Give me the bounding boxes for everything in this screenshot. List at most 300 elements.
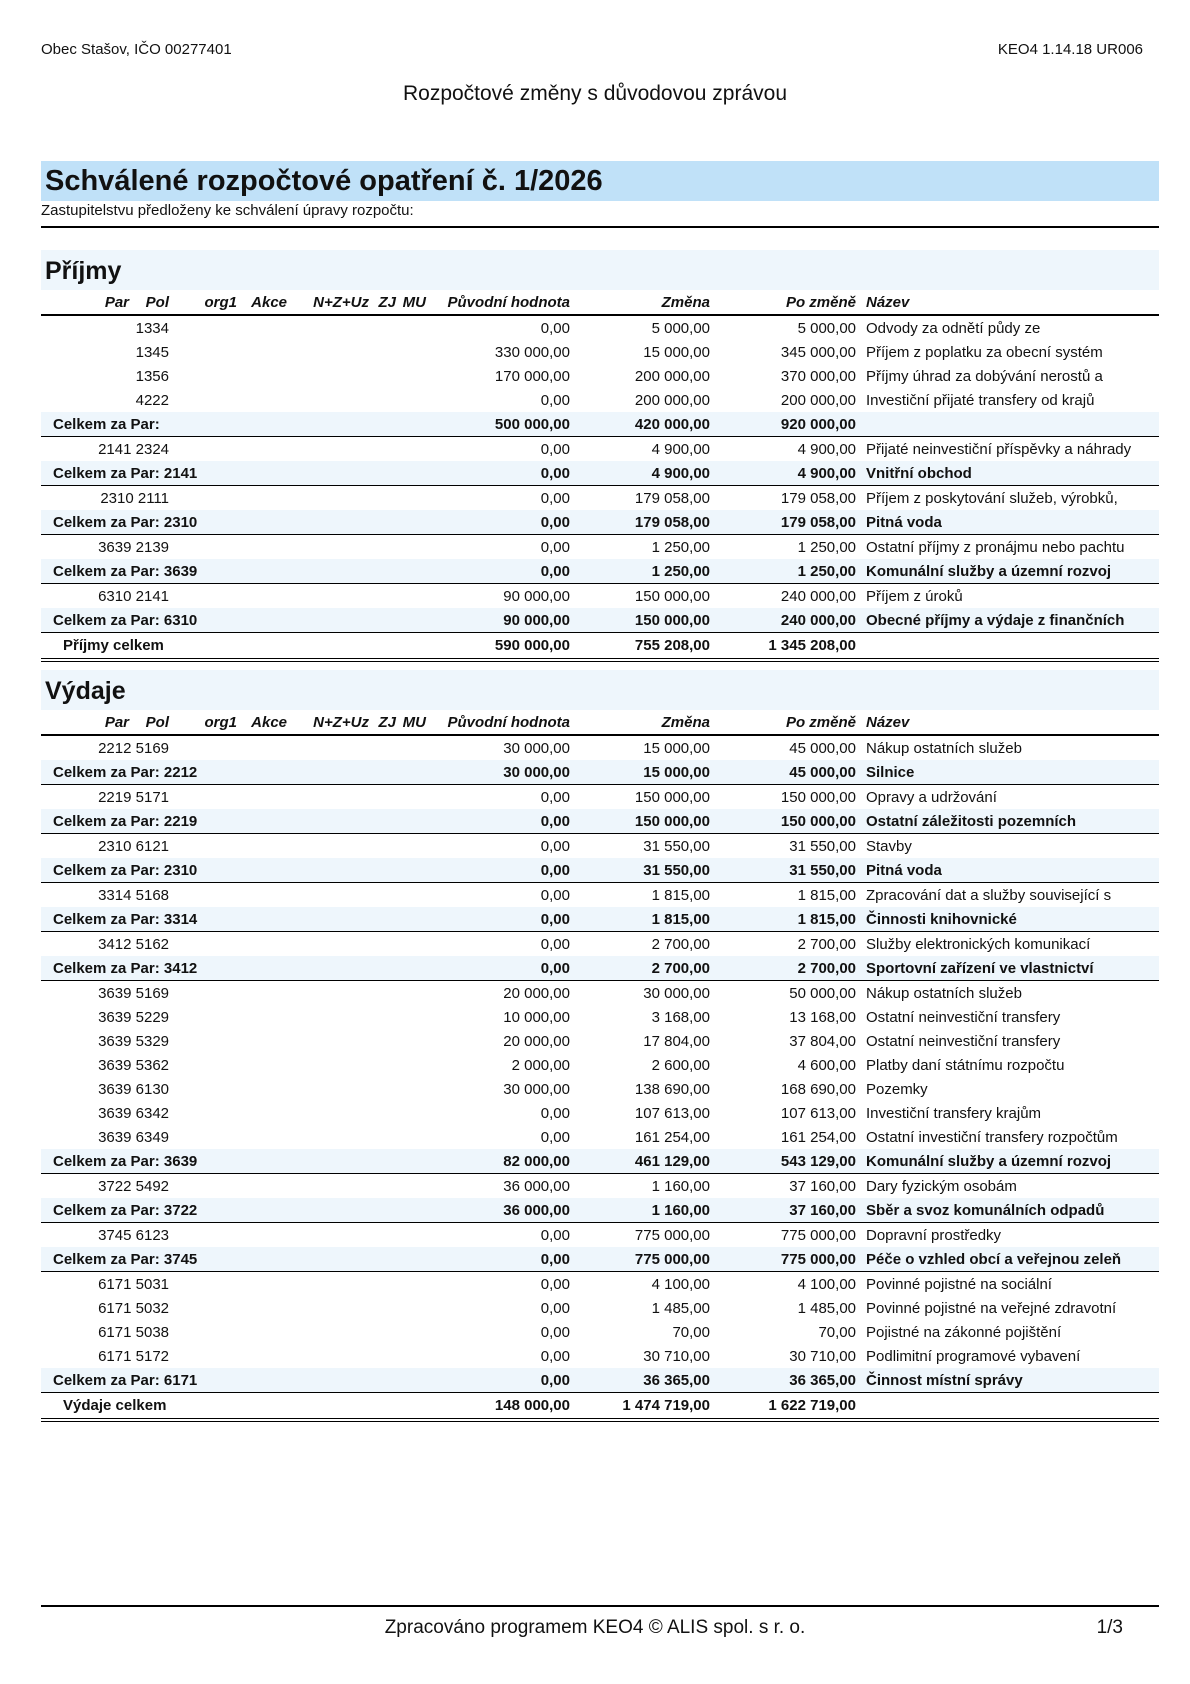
row-code: 6171 5172 (98, 1347, 169, 1365)
subtotal-label: Celkem za Par: 2141 (41, 461, 426, 486)
row-name (856, 412, 1159, 437)
table-row (41, 486, 1159, 511)
row-change: 1 250,00 (570, 559, 710, 584)
subtotal-label: Celkem za Par: 6310 (41, 608, 426, 633)
row-change: 2 700,00 (570, 956, 710, 981)
row-name: Pitná voda (856, 510, 1159, 535)
row-after: 775 000,00 (780, 1226, 856, 1244)
row-change: 179 058,00 (634, 489, 710, 507)
row-original: 0,00 (540, 1226, 570, 1244)
row-name: Podlimitní programové vybavení (866, 1347, 1081, 1365)
row-name: Dary fyzickým osobám (866, 1177, 1017, 1195)
row-code: 6171 5032 (98, 1299, 169, 1317)
row-change: 420 000,00 (570, 412, 710, 437)
row-code: 1334 (135, 319, 169, 337)
row-spacer (169, 437, 426, 462)
row-code: 2141 2324 (98, 440, 169, 458)
col-change: Změna (570, 290, 710, 315)
row-name: Ostatní investiční transfery rozpočtům (866, 1128, 1118, 1146)
subtotal-label: Celkem za Par: 3722 (41, 1198, 426, 1223)
row-original: 0,00 (540, 886, 570, 904)
row-after: 107 613,00 (780, 1104, 856, 1122)
table-row (41, 932, 1159, 957)
row-after: 37 804,00 (789, 1032, 856, 1050)
row-code: 4222 (135, 391, 169, 409)
subtotal-row (41, 760, 1159, 785)
row-code: 1345 (135, 343, 169, 361)
row-change: 31 550,00 (570, 858, 710, 883)
row-original: 0,00 (540, 1104, 570, 1122)
row-spacer (169, 834, 426, 859)
row-name: Ostatní záležitosti pozemních (856, 809, 1159, 834)
row-after: 37 160,00 (789, 1177, 856, 1195)
table-row (41, 364, 1159, 388)
row-change: 15 000,00 (643, 739, 710, 757)
col-nzuz: N+Z+Uz (287, 710, 369, 735)
subtotal-label: Celkem za Par: 2219 (41, 809, 426, 834)
row-name: Příjem z úroků (866, 587, 963, 605)
row-code: 6310 2141 (98, 587, 169, 605)
row-after: 13 168,00 (789, 1008, 856, 1026)
row-code: 3639 5229 (98, 1008, 169, 1026)
subtotal-label: Celkem za Par: (41, 412, 426, 437)
row-change: 107 613,00 (634, 1104, 710, 1122)
row-name: Nákup ostatních služeb (866, 739, 1022, 757)
row-change: 15 000,00 (643, 343, 710, 361)
row-change: 1 815,00 (651, 886, 710, 904)
row-name: Dopravní prostředky (866, 1226, 1002, 1244)
row-name: Příjmy úhrad za dobývání nerostů a (866, 367, 1103, 385)
row-spacer (169, 1223, 426, 1248)
row-change: 3 168,00 (651, 1008, 710, 1026)
row-code: 3412 5162 (98, 935, 169, 953)
expenses-section (41, 670, 1159, 1422)
row-original: 0,00 (540, 489, 570, 507)
income-section (41, 250, 1159, 662)
table-row (41, 1125, 1159, 1149)
row-after: 50 000,00 (789, 984, 856, 1002)
row-original: 20 000,00 (503, 1032, 570, 1050)
subtotal-row (41, 1149, 1159, 1174)
row-code: 3639 2139 (98, 538, 169, 556)
row-change: 1 160,00 (651, 1177, 710, 1195)
row-original: 0,00 (426, 461, 570, 486)
row-after: 1 250,00 (797, 538, 856, 556)
row-original: 2 000,00 (511, 1056, 570, 1074)
row-spacer (169, 1320, 426, 1344)
row-after: 1 250,00 (710, 559, 856, 584)
row-spacer (169, 584, 426, 609)
row-name: Pozemky (866, 1080, 928, 1098)
row-code: 2219 5171 (98, 788, 169, 806)
municipality-label: Obec Stašov, IČO 00277401 (41, 41, 232, 58)
row-original: 0,00 (426, 907, 570, 932)
subtotal-row (41, 1198, 1159, 1223)
col-mu: MU (396, 710, 426, 735)
row-change: 775 000,00 (634, 1226, 710, 1244)
row-change: 200 000,00 (634, 367, 710, 385)
row-after: 45 000,00 (710, 760, 856, 785)
row-after: 920 000,00 (710, 412, 856, 437)
row-original: 82 000,00 (426, 1149, 570, 1174)
row-spacer (169, 1125, 426, 1149)
row-spacer (169, 1174, 426, 1199)
row-change: 36 365,00 (570, 1368, 710, 1393)
row-name: Odvody za odnětí půdy ze (866, 319, 1041, 337)
row-spacer (169, 1101, 426, 1125)
row-original: 590 000,00 (426, 633, 570, 661)
table-row (41, 437, 1159, 462)
row-original: 0,00 (540, 935, 570, 953)
row-name: Ostatní neinvestiční transfery (866, 1032, 1061, 1050)
row-change: 1 474 719,00 (570, 1393, 710, 1421)
subtotal-label: Celkem za Par: 3639 (41, 559, 426, 584)
table-row (41, 1029, 1159, 1053)
row-after: 200 000,00 (780, 391, 856, 409)
row-after: 1 815,00 (710, 907, 856, 932)
row-original: 90 000,00 (426, 608, 570, 633)
version-label: KEO4 1.14.18 UR006 (997, 41, 1143, 58)
row-change: 161 254,00 (634, 1128, 710, 1146)
row-after: 240 000,00 (780, 587, 856, 605)
total-row (41, 1393, 1159, 1421)
row-original: 36 000,00 (503, 1177, 570, 1195)
subtotal-row (41, 1368, 1159, 1393)
row-name: Pojistné na zákonné pojištění (866, 1323, 1062, 1341)
col-par: Par (41, 290, 129, 315)
row-original: 0,00 (540, 1323, 570, 1341)
row-code: 3639 6349 (98, 1128, 169, 1146)
row-after: 345 000,00 (780, 343, 856, 361)
row-spacer (169, 1077, 426, 1101)
subtotal-label: Celkem za Par: 3412 (41, 956, 426, 981)
measure-title: Schválené rozpočtové opatření č. 1/2026 (41, 161, 1159, 201)
row-original: 330 000,00 (494, 343, 570, 361)
table-row (41, 883, 1159, 908)
row-after: 45 000,00 (789, 739, 856, 757)
col-change: Změna (570, 710, 710, 735)
row-change: 1 160,00 (570, 1198, 710, 1223)
row-original: 0,00 (540, 1275, 570, 1293)
row-name: Příjem z poskytování služeb, výrobků, (866, 489, 1118, 507)
row-change: 1 485,00 (651, 1299, 710, 1317)
row-after: 150 000,00 (710, 809, 856, 834)
col-org1: org1 (169, 290, 237, 315)
row-original: 0,00 (426, 1368, 570, 1393)
table-row (41, 1053, 1159, 1077)
row-spacer (169, 340, 426, 364)
subtotal-label: Celkem za Par: 2212 (41, 760, 426, 785)
table-row (41, 1101, 1159, 1125)
document-title: Rozpočtové změny s důvodovou zprávou (402, 82, 788, 105)
income-table (41, 290, 1159, 662)
row-change: 30 710,00 (643, 1347, 710, 1365)
row-name: Investiční transfery krajům (866, 1104, 1042, 1122)
expenses-rows (41, 735, 1159, 1420)
row-name: Silnice (856, 760, 1159, 785)
col-name: Název (856, 290, 1159, 315)
row-change: 775 000,00 (570, 1247, 710, 1272)
row-original: 0,00 (426, 559, 570, 584)
row-code: 3639 5169 (98, 984, 169, 1002)
col-pol: Pol (129, 290, 169, 315)
row-original: 30 000,00 (426, 760, 570, 785)
col-after: Po změně (710, 290, 856, 315)
subtotal-label: Celkem za Par: 2310 (41, 858, 426, 883)
row-after: 70,00 (818, 1323, 856, 1341)
row-name: Investiční přijaté transfery od krajů (866, 391, 1095, 409)
row-original: 170 000,00 (494, 367, 570, 385)
total-row (41, 633, 1159, 661)
row-change: 755 208,00 (570, 633, 710, 661)
row-after: 370 000,00 (780, 367, 856, 385)
subtotal-label: Celkem za Par: 2310 (41, 510, 426, 535)
row-spacer (169, 1053, 426, 1077)
row-change: 150 000,00 (570, 809, 710, 834)
row-name: Komunální služby a územní rozvoj (856, 559, 1159, 584)
row-spacer (169, 1296, 426, 1320)
row-change: 1 815,00 (570, 907, 710, 932)
footer-text: Zpracováno programem KEO4 © ALIS spol. s r. o. (384, 1617, 806, 1638)
row-spacer (169, 785, 426, 810)
row-code: 3745 6123 (98, 1226, 169, 1244)
row-after: 179 058,00 (780, 489, 856, 507)
row-code: 2310 2111 (100, 489, 169, 507)
row-original: 30 000,00 (503, 1080, 570, 1098)
row-name (856, 633, 1159, 661)
row-after: 1 485,00 (797, 1299, 856, 1317)
row-code: 3639 5329 (98, 1032, 169, 1050)
row-spacer (169, 932, 426, 957)
row-code: 6171 5031 (98, 1275, 169, 1293)
row-name: Vnitřní obchod (856, 461, 1159, 486)
row-code: 2212 5169 (98, 739, 169, 757)
expenses-table (41, 710, 1159, 1422)
measure-subtitle: Zastupitelstvu předloženy ke schválení úpravy rozpočtu: (41, 202, 414, 219)
subtotal-label: Celkem za Par: 3314 (41, 907, 426, 932)
table-row (41, 1077, 1159, 1101)
row-change: 200 000,00 (634, 391, 710, 409)
table-row (41, 981, 1159, 1006)
row-after: 4 900,00 (797, 440, 856, 458)
row-after: 4 600,00 (797, 1056, 856, 1074)
col-par: Par (41, 710, 129, 735)
row-original: 0,00 (540, 538, 570, 556)
row-name: Příjem z poplatku za obecní systém (866, 343, 1103, 361)
row-original: 90 000,00 (503, 587, 570, 605)
row-original: 0,00 (426, 1247, 570, 1272)
row-spacer (169, 1344, 426, 1368)
row-name (856, 1393, 1159, 1421)
total-label: Příjmy celkem (41, 633, 426, 661)
row-name: Činnost místní správy (856, 1368, 1159, 1393)
row-original: 0,00 (540, 788, 570, 806)
col-mu: MU (396, 290, 426, 315)
row-change: 17 804,00 (643, 1032, 710, 1050)
row-after: 5 000,00 (797, 319, 856, 337)
row-change: 5 000,00 (651, 319, 710, 337)
row-change: 70,00 (672, 1323, 710, 1341)
row-code: 3314 5168 (98, 886, 169, 904)
row-after: 1 622 719,00 (710, 1393, 856, 1421)
expenses-section-title: Výdaje (41, 670, 1159, 710)
row-original: 30 000,00 (503, 739, 570, 757)
row-name: Povinné pojistné na sociální (866, 1275, 1052, 1293)
row-change: 31 550,00 (643, 837, 710, 855)
col-org1: org1 (169, 710, 237, 735)
row-name: Povinné pojistné na veřejné zdravotní (866, 1299, 1117, 1317)
subtotal-row (41, 412, 1159, 437)
row-original: 10 000,00 (503, 1008, 570, 1026)
subtotal-label: Celkem za Par: 6171 (41, 1368, 426, 1393)
row-change: 150 000,00 (634, 587, 710, 605)
row-name: Sportovní zařízení ve vlastnictví (856, 956, 1159, 981)
row-original: 500 000,00 (426, 412, 570, 437)
table-row (41, 1174, 1159, 1199)
subtotal-label: Celkem za Par: 3639 (41, 1149, 426, 1174)
row-change: 1 250,00 (651, 538, 710, 556)
row-spacer (169, 981, 426, 1006)
row-change: 461 129,00 (570, 1149, 710, 1174)
row-after: 1 345 208,00 (710, 633, 856, 661)
row-spacer (169, 535, 426, 560)
col-zj: ZJ (369, 710, 396, 735)
table-row (41, 315, 1159, 340)
row-original: 0,00 (540, 391, 570, 409)
subtotal-row (41, 858, 1159, 883)
subtotal-row (41, 510, 1159, 535)
subtotal-row (41, 1247, 1159, 1272)
row-original: 0,00 (540, 1347, 570, 1365)
table-row (41, 1272, 1159, 1297)
row-original: 0,00 (426, 858, 570, 883)
row-after: 31 550,00 (789, 837, 856, 855)
expenses-header-row (41, 710, 1159, 735)
row-change: 15 000,00 (570, 760, 710, 785)
row-original: 0,00 (540, 1128, 570, 1146)
row-after: 543 129,00 (710, 1149, 856, 1174)
table-row (41, 340, 1159, 364)
row-original: 0,00 (426, 510, 570, 535)
row-name: Opravy a udržování (866, 788, 997, 806)
row-after: 775 000,00 (710, 1247, 856, 1272)
table-row (41, 1296, 1159, 1320)
col-original: Původní hodnota (426, 290, 570, 315)
row-after: 4 100,00 (797, 1275, 856, 1293)
table-row (41, 1320, 1159, 1344)
row-change: 30 000,00 (643, 984, 710, 1002)
row-name: Obecné příjmy a výdaje z finančních (856, 608, 1159, 633)
table-row (41, 1223, 1159, 1248)
row-original: 0,00 (540, 440, 570, 458)
row-original: 20 000,00 (503, 984, 570, 1002)
row-code: 6171 5038 (98, 1323, 169, 1341)
row-original: 0,00 (540, 1299, 570, 1317)
row-spacer (169, 388, 426, 412)
subtotal-label: Celkem za Par: 3745 (41, 1247, 426, 1272)
row-name: Sběr a svoz komunálních odpadů (856, 1198, 1159, 1223)
row-change: 150 000,00 (570, 608, 710, 633)
row-spacer (169, 1029, 426, 1053)
row-name: Služby elektronických komunikací (866, 935, 1091, 953)
row-spacer (169, 364, 426, 388)
row-name: Zpracování dat a služby související s (866, 886, 1112, 904)
subtotal-row (41, 559, 1159, 584)
subtotal-row (41, 809, 1159, 834)
row-original: 0,00 (426, 956, 570, 981)
row-name: Stavby (866, 837, 912, 855)
row-after: 150 000,00 (780, 788, 856, 806)
table-row (41, 834, 1159, 859)
row-after: 4 900,00 (710, 461, 856, 486)
row-change: 4 900,00 (651, 440, 710, 458)
col-original: Původní hodnota (426, 710, 570, 735)
table-row (41, 1005, 1159, 1029)
table-row (41, 584, 1159, 609)
row-original: 148 000,00 (426, 1393, 570, 1421)
income-header-row (41, 290, 1159, 315)
col-akce: Akce (237, 290, 287, 315)
row-name: Ostatní neinvestiční transfery (866, 1008, 1061, 1026)
col-akce: Akce (237, 710, 287, 735)
row-change: 4 900,00 (570, 461, 710, 486)
row-change: 150 000,00 (634, 788, 710, 806)
row-after: 161 254,00 (780, 1128, 856, 1146)
row-name: Přijaté neinvestiční příspěvky a náhrady (866, 440, 1132, 458)
row-after: 31 550,00 (710, 858, 856, 883)
row-code: 3639 5362 (98, 1056, 169, 1074)
row-change: 138 690,00 (634, 1080, 710, 1098)
row-original: 0,00 (426, 809, 570, 834)
col-after: Po změně (710, 710, 856, 735)
row-after: 30 710,00 (789, 1347, 856, 1365)
row-spacer (169, 486, 426, 511)
row-spacer (169, 735, 426, 760)
table-row (41, 535, 1159, 560)
income-rows (41, 315, 1159, 660)
subtotal-row (41, 956, 1159, 981)
row-spacer (169, 315, 426, 340)
row-name: Činnosti knihovnické (856, 907, 1159, 932)
row-name: Platby daní státnímu rozpočtu (866, 1056, 1065, 1074)
subtotal-row (41, 608, 1159, 633)
table-row (41, 1344, 1159, 1368)
row-change: 4 100,00 (651, 1275, 710, 1293)
table-row (41, 388, 1159, 412)
row-after: 36 365,00 (710, 1368, 856, 1393)
row-original: 36 000,00 (426, 1198, 570, 1223)
row-spacer (169, 883, 426, 908)
subtotal-row (41, 461, 1159, 486)
row-name: Nákup ostatních služeb (866, 984, 1022, 1002)
col-pol: Pol (129, 710, 169, 735)
row-name: Péče o vzhled obcí a veřejnou zeleň (856, 1247, 1159, 1272)
income-section-title: Příjmy (41, 250, 1159, 290)
row-after: 2 700,00 (797, 935, 856, 953)
row-after: 2 700,00 (710, 956, 856, 981)
table-row (41, 735, 1159, 760)
row-name: Komunální služby a územní rozvoj (856, 1149, 1159, 1174)
row-original: 0,00 (540, 837, 570, 855)
row-change: 179 058,00 (570, 510, 710, 535)
row-change: 2 600,00 (651, 1056, 710, 1074)
row-name: Pitná voda (856, 858, 1159, 883)
col-name: Název (856, 710, 1159, 735)
footer-divider (41, 1605, 1159, 1607)
row-spacer (169, 1005, 426, 1029)
col-zj: ZJ (369, 290, 396, 315)
row-spacer (169, 1272, 426, 1297)
